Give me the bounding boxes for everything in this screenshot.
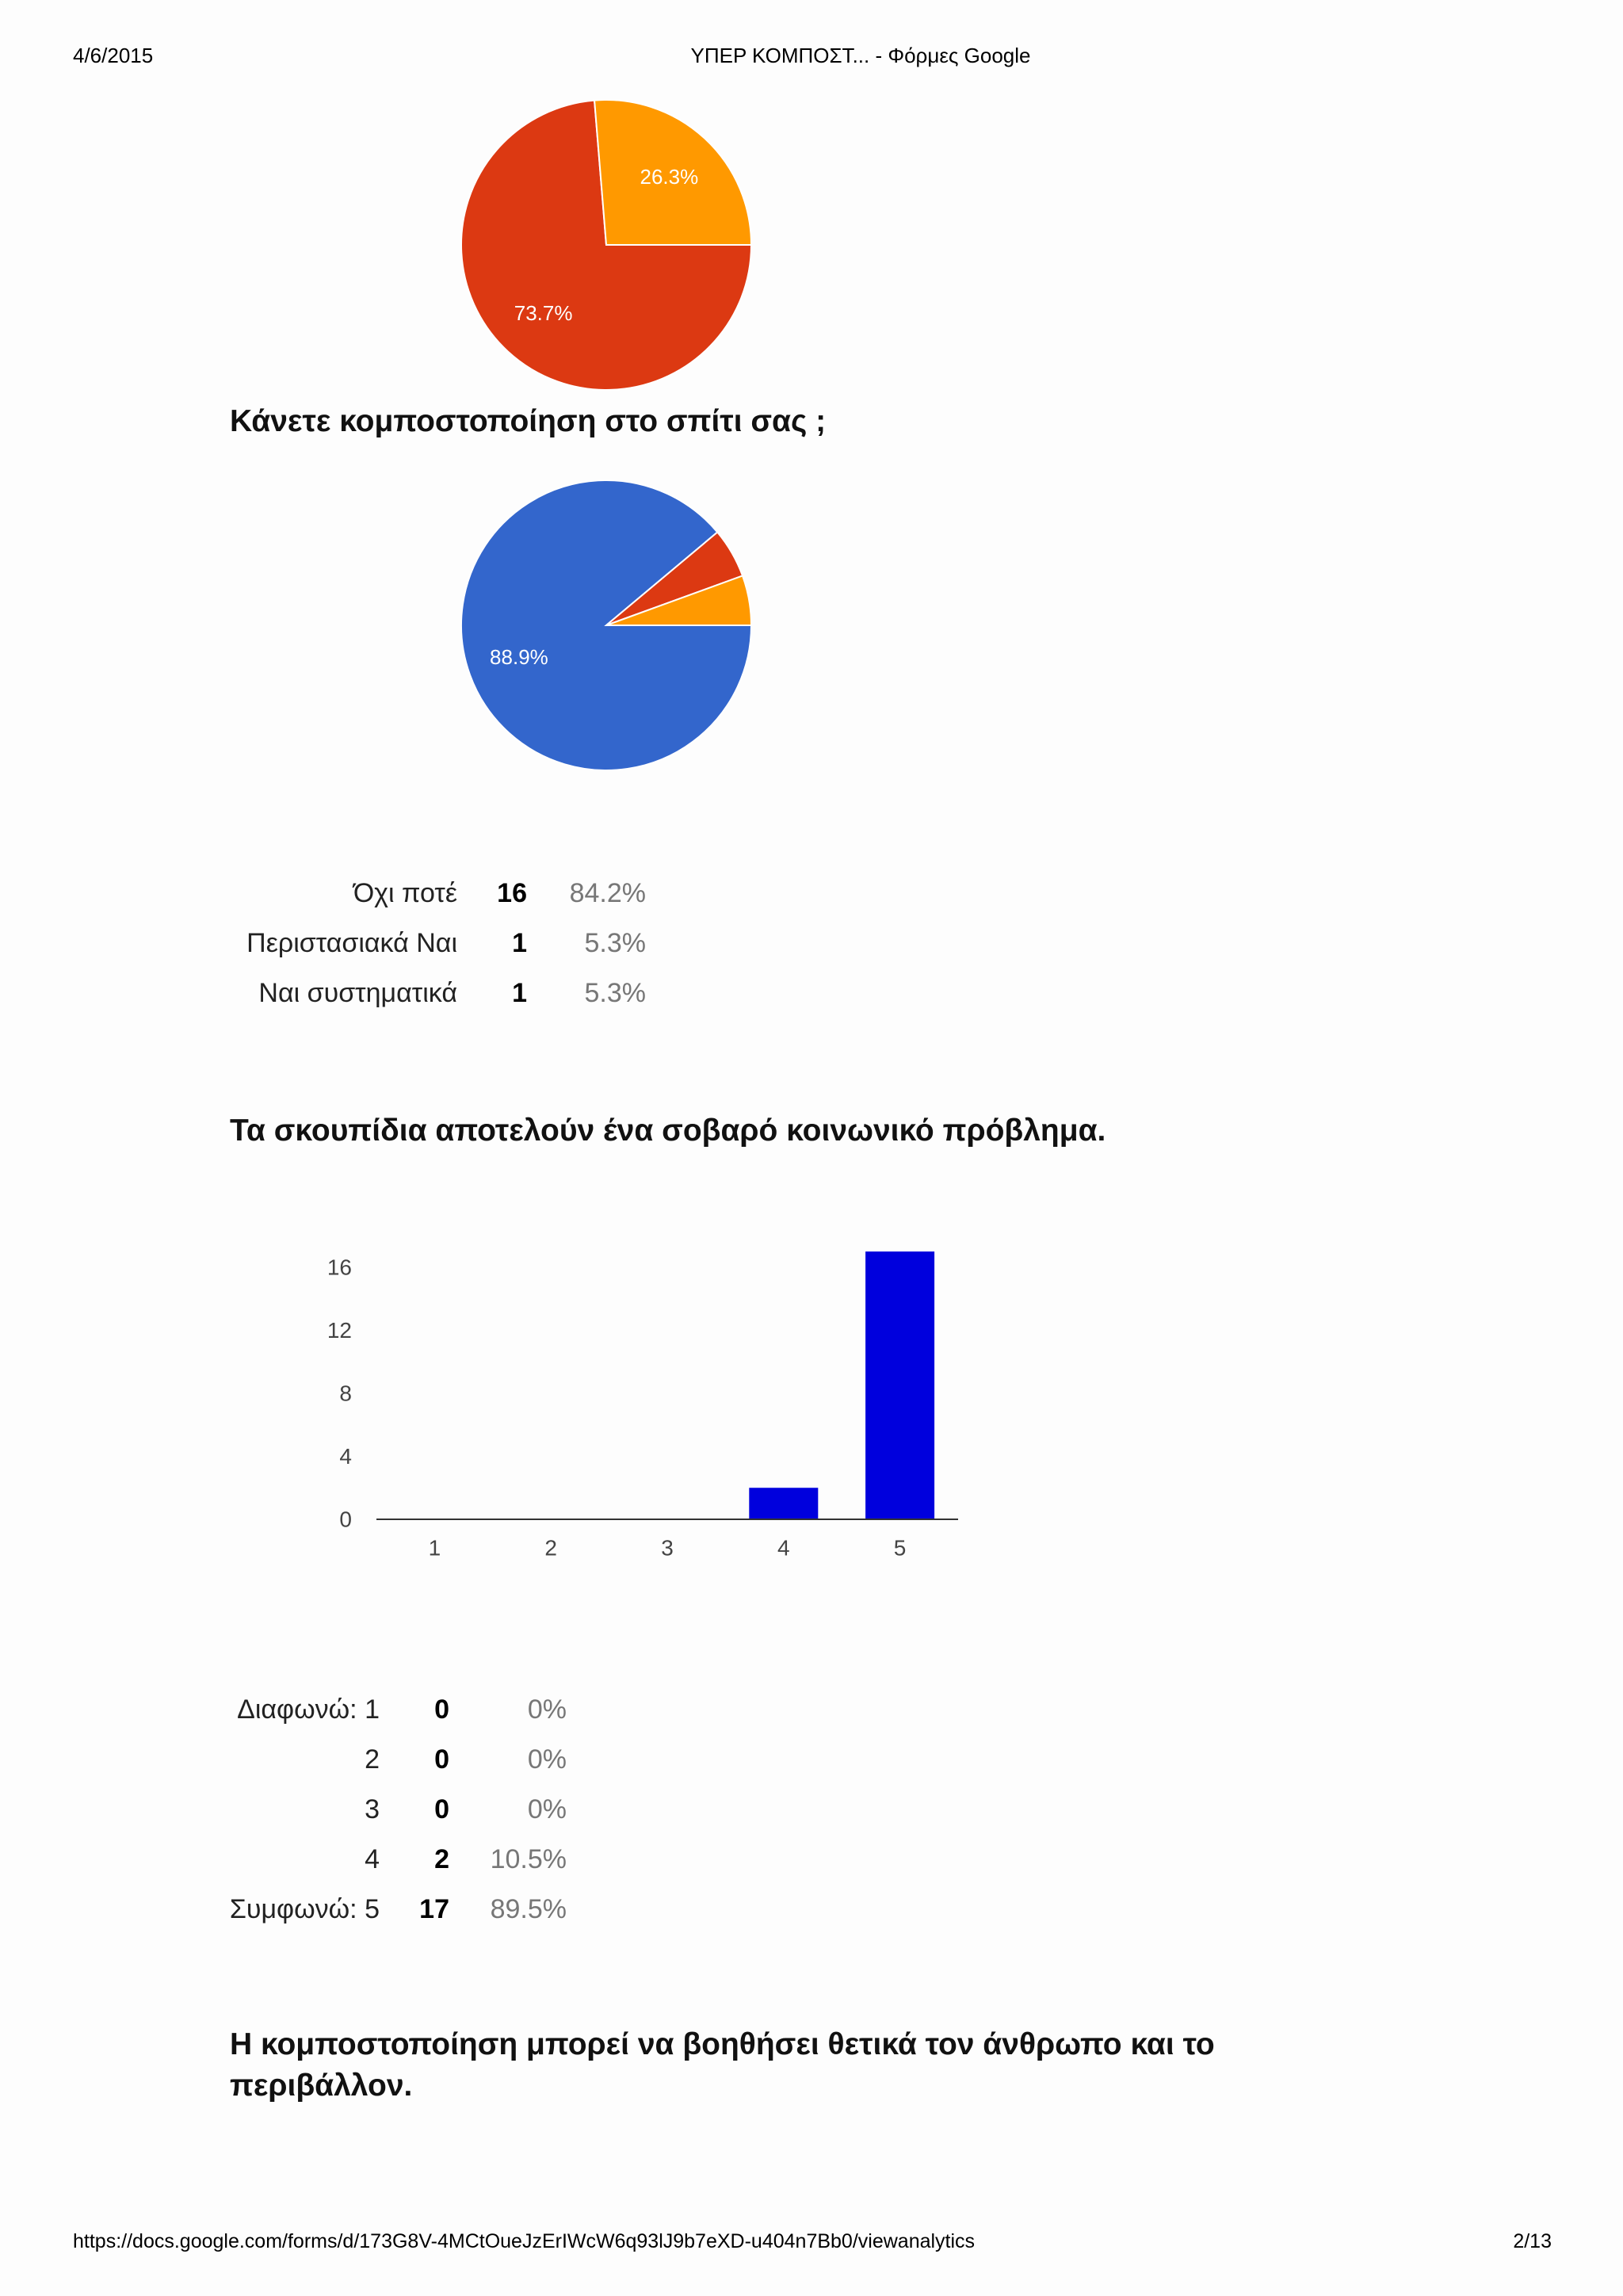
question-title-home-composting: Κάνετε κομποστοποίηση στο σπίτι σας ; — [230, 404, 827, 438]
answer-label: 2 — [365, 1744, 380, 1775]
y-tick-label: 0 — [339, 1507, 352, 1532]
answer-percent: 0% — [527, 1794, 567, 1824]
x-tick-label: 1 — [428, 1535, 441, 1561]
bar-5 — [865, 1251, 934, 1519]
document-title: ΥΠΕΡ ΚΟΜΠΟΣΤ... - Φόρμες Google — [690, 44, 1031, 67]
summary-table-home-composting — [0, 869, 646, 1018]
table-row — [0, 919, 646, 968]
answer-percent: 84.2% — [569, 878, 646, 908]
answer-percent: 0% — [527, 1694, 567, 1725]
answer-label: Συμφωνώ: 5 — [229, 1894, 380, 1924]
answer-label: 4 — [365, 1844, 380, 1874]
answer-percent: 0% — [527, 1744, 567, 1775]
y-tick-label: 16 — [327, 1255, 352, 1280]
answer-count: 2 — [434, 1844, 449, 1874]
pie-slice-label: 88.9% — [490, 645, 548, 670]
summary-table-garbage-problem — [0, 1685, 567, 1935]
answer-percent: 10.5% — [490, 1844, 567, 1874]
table-row — [0, 869, 646, 919]
x-tick-label: 5 — [893, 1535, 907, 1561]
answer-count: 17 — [419, 1894, 449, 1924]
answer-percent: 5.3% — [584, 928, 646, 958]
y-tick-label: 4 — [339, 1444, 352, 1469]
answer-label: Διαφωνώ: 1 — [237, 1694, 380, 1725]
answer-count: 0 — [434, 1744, 449, 1775]
bar-chart-garbage-problem — [317, 1236, 991, 1585]
print-date: 4/6/2015 — [73, 44, 154, 67]
answer-count: 1 — [512, 978, 527, 1008]
answer-count: 0 — [434, 1794, 449, 1824]
answer-percent: 5.3% — [584, 978, 646, 1008]
table-row — [0, 1735, 567, 1785]
table-row — [0, 1835, 567, 1885]
answer-count: 0 — [434, 1694, 449, 1725]
answer-label: 3 — [365, 1794, 380, 1824]
answer-count: 16 — [497, 878, 527, 908]
question-title-composting-benefits: Η κομποστοποίηση μπορεί να βοηθήσει θετικά τον άνθρωπο και το περιβάλλον. — [230, 2027, 1215, 2103]
x-tick-label: 3 — [661, 1535, 674, 1561]
answer-label: Όχι ποτέ — [353, 878, 457, 908]
table-row — [0, 1785, 567, 1835]
x-tick-label: 2 — [544, 1535, 557, 1561]
table-row — [0, 968, 646, 1018]
x-tick-label: 4 — [777, 1535, 790, 1561]
page-number: 2/13 — [1513, 2230, 1552, 2252]
answer-percent: 89.5% — [490, 1894, 567, 1924]
bar-4 — [749, 1488, 818, 1519]
table-row — [0, 1685, 567, 1735]
page-url-link[interactable]: https://docs.google.com/forms/d/173G8V-4MCtOueJzErIWcW6q93lJ9b7eXD-u404n7Bb0/viewanalytics — [73, 2230, 976, 2252]
y-tick-label: 8 — [339, 1381, 352, 1406]
answer-label: Περιστασιακά Ναι — [246, 928, 457, 958]
pie-chart-previous-question — [453, 92, 759, 398]
pie-slice-label: 26.3% — [640, 164, 699, 189]
pie-chart-home-composting — [453, 472, 759, 778]
table-row — [0, 1885, 567, 1935]
answer-label: Ναι συστηματικά — [258, 978, 457, 1008]
question-title-garbage-problem: Τα σκουπίδια αποτελούν ένα σοβαρό κοινωνικό πρόβλημα. — [230, 1114, 1106, 1148]
pie-slice-label: 73.7% — [514, 301, 573, 326]
answer-count: 1 — [512, 928, 527, 958]
y-tick-label: 12 — [327, 1318, 352, 1343]
